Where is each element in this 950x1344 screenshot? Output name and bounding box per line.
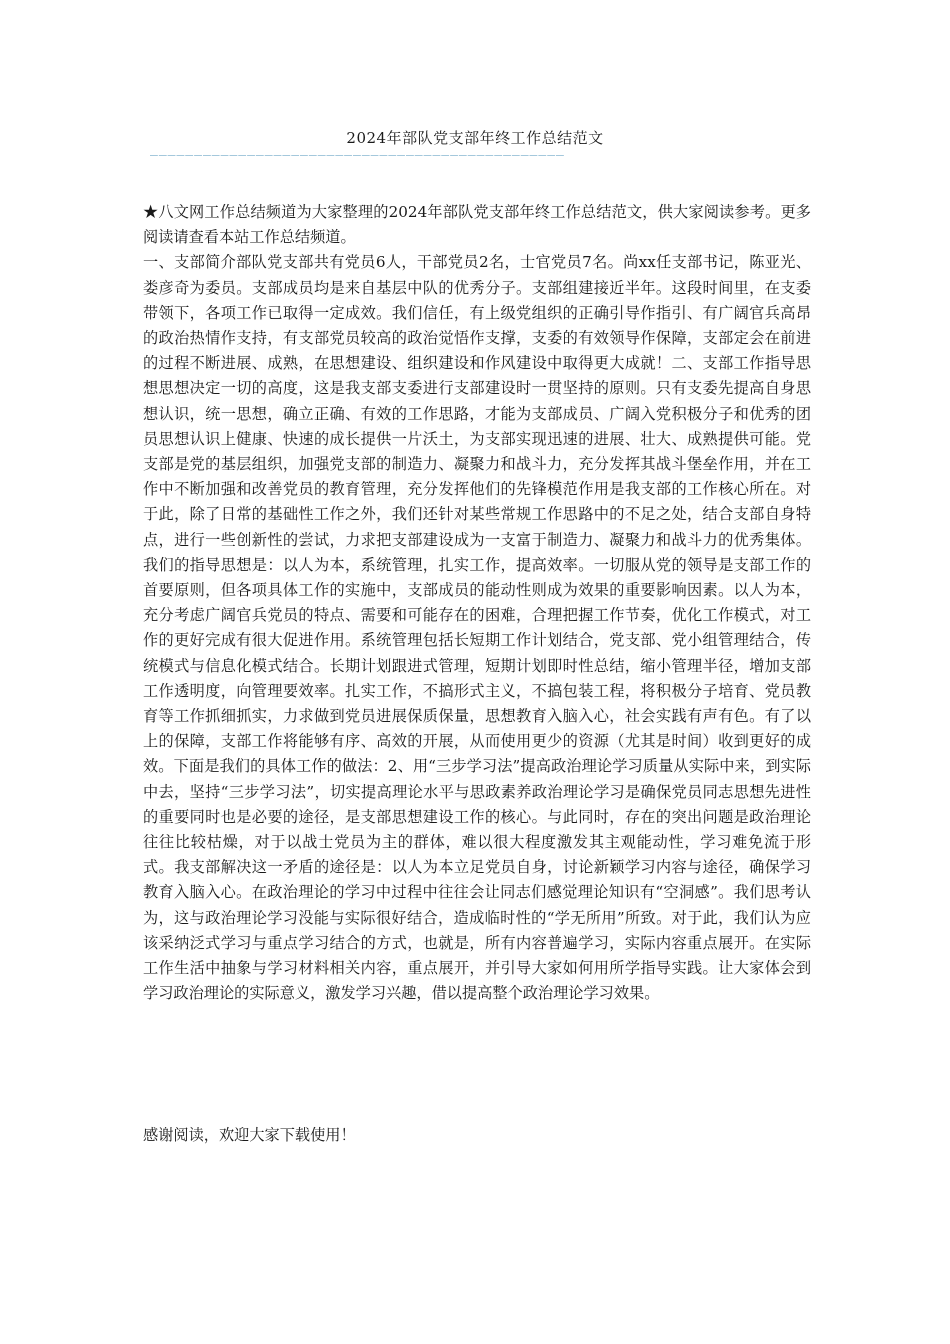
- page-title: 2024年部队党支部年终工作总结范文: [346, 129, 604, 147]
- main-paragraph: 一、支部简介部队党支部共有党员6人，干部党员2名，士官党员7名。尚xx任支部书记，陈亚光、娄彦奇为委员。支部成员均是来自基层中队的优秀分子。支部组建接近半年。这段时间里，在支委带领下，各项工作已取得一定成效。我们信任，有上级党组织的正确引导作指引、有广阔官兵高昂的政治热情作支持，有支部党员较高的政治觉悟作支撑，支委的有效领导作保障，支部定会在前进的过程不断进展、成熟，在思想建设、组织建设和作风建设中取得更大成就！二、支部工作指导思想思想决定一切的高度，这是我支部支委进行支部建设时一贯坚持的原则。只有支委先提高自身思想认识，统一思想，确立正确、有效的工作思路，才能为支部成员、广阔入党积极分子和优秀的团员思想认识上健康、快速的成长提供一片沃土，为支部实现迅速的进展、壮大、成熟提供可能。党支部是党的基层组织，加强党支部的制造力、凝聚力和战斗力，充分发挥其战斗堡垒作用，并在工作中不断加强和改善党员的教育管理，充分发挥他们的先锋模范作用是我支部的工作核心所在。对于此，除了日常的基础性工作之外，我们还针对某些常规工作思路中的不足之处，结合支部自身特点，进行一些创新性的尝试，力求把支部建设成为一支富于制造力、凝聚力和战斗力的优秀集体。我们的指导思想是：以人为本，系统管理，扎实工作，提高效率。一切服从党的领导是支部工作的首要原则，但各项具体工作的实施中，支部成员的能动性则成为效果的重要影响因素。以人为本，充分考虑广阔官兵党员的特点、需要和可能存在的困难，合理把握工作节奏，优化工作模式，对工作的更好完成有很大促进作用。系统管理包括长短期工作计划结合，党支部、党小组管理结合，传统模式与信息化模式结合。长期计划跟进式管理，短期计划即时性总结，缩小管理半径，增加支部工作透明度，向管理要效率。扎实工作，不搞形式主义，不搞包装工程，将积极分子培育、党员教育等工作抓细抓实，力求做到党员进展保质保量，思想教育入脑入心，社会实践有声有色。有了以上的保障，支部工作将能够有序、高效的开展，从而使用更少的资源（尤其是时间）收到更好的成效。下面是我们的具体工作的做法：2、用“三步学习法”提高政治理论学习质量从实际中来，到实际中去，坚持“三步学习法”，切实提高理论水平与思政素养政治理论学习是确保党员同志思想先进性的重要同时也是必要的途径，是支部思想建设工作的核心。与此同时，存在的突出问题是政治理论往往比较枯燥，对于以战士党员为主的群体，难以很大程度激发其主观能动性，学习难免流于形式。我支部解决这一矛盾的途径是：以人为本立足党员自身，讨论新颖学习内容与途径，确保学习教育入脑入心。在政治理论的学习中过程中往往会让同志们感觉理论知识有“空洞感”。我们思考认为，这与政治理论学习没能与实际很好结合，造成临时性的“学无所用”所致。对于此，我们认为应该采纳泛式学习与重点学习结合的方式，也就是，所有内容普遍学习，实际内容重点展开。在实际工作生活中抽象与学习材料相关内容，重点展开，并引导大家如何用所学指导实践。让大家体会到学习政治理论的实际意义，激发学习兴趣，借以提高整个政治理论学习效果。: [143, 253, 811, 1003]
- closing-line: 感谢阅读，欢迎大家下载使用！: [143, 1126, 356, 1144]
- title-divider: ———————————————————————————————————————————————: [150, 150, 565, 162]
- document-body: [143, 200, 811, 1007]
- intro-paragraph: ★八文网工作总结频道为大家整理的2024年部队党支部年终工作总结范文，供大家阅读参考。更多阅读请查看本站工作总结频道。: [143, 203, 811, 247]
